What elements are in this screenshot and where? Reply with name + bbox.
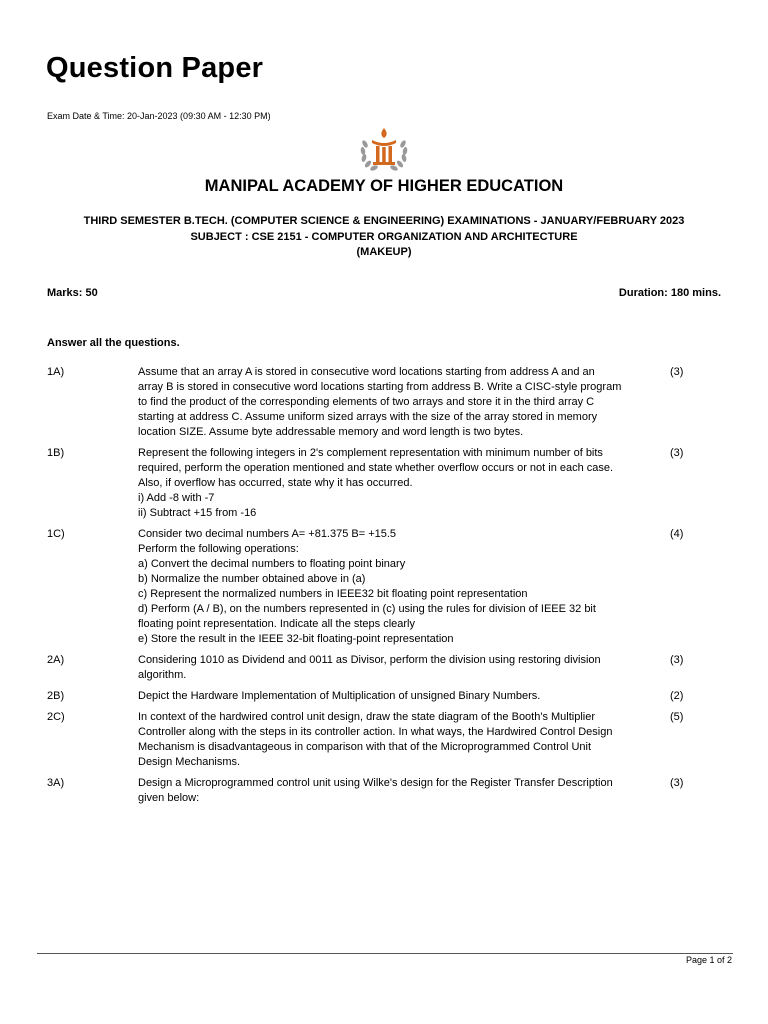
question-line: array B is stored in consecutive word locations starting from address B. Write a CISC-style program	[138, 381, 622, 393]
question-marks: (3)	[670, 777, 684, 789]
question-line: d) Perform (A / B), on the numbers represented in (c) using the rules for division of IEEE 32 bit	[138, 603, 596, 615]
footer-divider	[37, 953, 733, 954]
question-line: Perform the following operations:	[138, 543, 299, 555]
question-marks: (4)	[670, 528, 684, 540]
question-line: given below:	[138, 792, 200, 804]
question-number: 2C)	[47, 711, 65, 723]
question-line: a) Convert the decimal numbers to floating point binary	[138, 558, 406, 570]
total-marks: Marks: 50	[47, 287, 98, 299]
question-line: location SIZE. Assume byte addressable memory and word length is two bytes.	[138, 426, 524, 438]
question-marks: (2)	[670, 690, 684, 702]
exam-date-time: Exam Date & Time: 20-Jan-2023 (09:30 AM - 12:30 PM)	[47, 111, 271, 121]
question-line: Also, if overflow has occurred, state why it has occurred.	[138, 477, 413, 489]
question-number: 3A)	[47, 777, 65, 789]
question-text	[138, 527, 666, 647]
question-number: 1A)	[47, 366, 65, 378]
page-number: Page 1 of 2	[685, 955, 732, 965]
instructions: Answer all the questions.	[47, 337, 180, 349]
question-line: b) Normalize the number obtained above in (a)	[138, 573, 366, 585]
question-marks: (3)	[670, 366, 684, 378]
question-line: required, perform the operation mentioned and state whether overflow occurs or not in each case.	[138, 462, 614, 474]
question-row	[47, 365, 727, 440]
makeup-label: (MAKEUP)	[356, 246, 412, 258]
question-line: Design a Microprogrammed control unit using Wilke's design for the Register Transfer Description	[138, 777, 613, 789]
question-line: c) Represent the normalized numbers in IEEE32 bit floating point representation	[138, 588, 528, 600]
exam-title: THIRD SEMESTER B.TECH. (COMPUTER SCIENCE & ENGINEERING) EXAMINATIONS - JANUARY/FEBRUARY 2023	[83, 215, 685, 227]
question-marks: (3)	[670, 654, 684, 666]
question-list	[47, 365, 727, 812]
question-row	[47, 653, 727, 683]
question-line: ii) Subtract +15 from -16	[138, 507, 257, 519]
manipal-logo-icon	[356, 126, 412, 174]
question-text	[138, 653, 666, 683]
subject-line: SUBJECT : CSE 2151 - COMPUTER ORGANIZATION AND ARCHITECTURE	[190, 230, 578, 243]
question-number: 2B)	[47, 690, 65, 702]
question-row	[47, 710, 727, 770]
question-number: 2A)	[47, 654, 65, 666]
question-text	[138, 776, 666, 806]
question-line: Controller along with the steps in its controller action. In what ways, the Hardwired Control Design	[138, 726, 613, 738]
institution-name: MANIPAL ACADEMY OF HIGHER EDUCATION	[204, 177, 564, 195]
question-line: Design Mechanisms.	[138, 756, 241, 768]
question-line: Mechanism is disadvantageous in comparison with that of the Microprogrammed Control Unit	[138, 741, 592, 753]
question-marks: (3)	[670, 447, 684, 459]
question-marks: (5)	[670, 711, 684, 723]
exam-header	[0, 214, 768, 261]
question-line: floating point representation. Indicate all the steps clearly	[138, 618, 415, 630]
question-line: algorithm.	[138, 669, 187, 681]
question-text	[138, 710, 666, 770]
question-line: In context of the hardwired control unit design, draw the state diagram of the Booth's Multiplier	[138, 711, 596, 723]
question-text	[138, 446, 666, 521]
question-row	[47, 446, 727, 521]
question-row	[47, 689, 727, 704]
question-line: to find the product of the corresponding elements of two arrays and store it in the third array C	[138, 396, 595, 408]
exam-duration: Duration: 180 mins.	[618, 287, 721, 299]
question-number: 1C)	[47, 528, 65, 540]
question-line: Represent the following integers in 2's complement representation with minimum number of bits	[138, 447, 603, 459]
question-line: starting at address C. Assume uniform sized arrays with the size of the array stored in memory	[138, 411, 598, 423]
question-line: Considering 1010 as Dividend and 0011 as Divisor, perform the division using restoring division	[138, 654, 601, 666]
question-line: Depict the Hardware Implementation of Multiplication of unsigned Binary Numbers.	[138, 690, 541, 702]
page-title: Question Paper	[46, 52, 264, 84]
question-row	[47, 776, 727, 806]
question-line: Assume that an array A is stored in consecutive word locations starting from address A and an	[138, 366, 595, 378]
question-line: e) Store the result in the IEEE 32-bit floating-point representation	[138, 633, 454, 645]
question-text	[138, 689, 666, 704]
question-text	[138, 365, 666, 440]
question-number: 1B)	[47, 447, 65, 459]
question-row	[47, 527, 727, 647]
question-line: i) Add -8 with -7	[138, 492, 215, 504]
question-line: Consider two decimal numbers A= +81.375 B= +15.5	[138, 528, 397, 540]
